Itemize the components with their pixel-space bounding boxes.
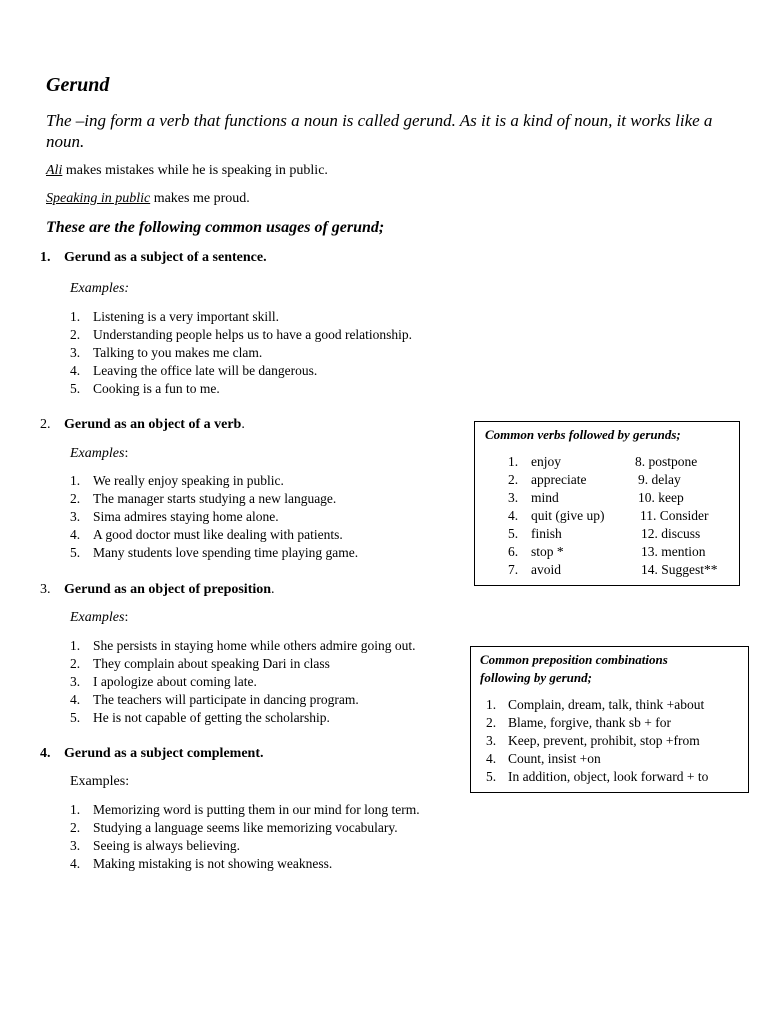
verbs-row-right: 13. mention	[641, 544, 706, 559]
verbs-row-num: 7.	[508, 562, 519, 577]
verbs-box	[474, 421, 740, 586]
section-1-number: 1.	[40, 250, 51, 265]
verbs-row-left: finish	[531, 526, 562, 541]
usages-heading: These are the following common usages of gerund;	[46, 219, 385, 236]
section-2-number: 2.	[40, 417, 51, 432]
prep-row-num: 3.	[486, 733, 497, 748]
example-1-underlined: Ali	[46, 163, 63, 178]
list-item: 3. Sima admires staying home alone.	[70, 509, 279, 524]
section-3-number: 3.	[40, 582, 51, 597]
list-item: 5. Cooking is a fun to me.	[70, 381, 220, 396]
list-item: 2. Studying a language seems like memorizing vocabulary.	[70, 820, 398, 835]
prepositions-box-title-line-1: Common preposition combinations	[480, 652, 668, 667]
list-item: 1. Memorizing word is putting them in our mind for long term.	[70, 802, 420, 817]
verbs-row-left: stop *	[531, 544, 564, 559]
section-4-title: Gerund as a subject complement.	[64, 746, 264, 761]
prep-row-num: 5.	[486, 769, 497, 784]
verbs-row-num: 3.	[508, 490, 519, 505]
example-2-underlined: Speaking in public	[46, 191, 151, 206]
section-2-examples-label: Examples:	[70, 446, 129, 461]
verbs-row-right: 9. delay	[638, 472, 681, 487]
list-item: 4. A good doctor must like dealing with patients.	[70, 527, 343, 542]
example-sentence-2	[46, 191, 250, 207]
verbs-row-left: enjoy	[531, 454, 561, 469]
verbs-row-right: 8. postpone	[635, 454, 698, 469]
list-item: 3. I apologize about coming late.	[70, 674, 257, 689]
verbs-row-left: appreciate	[531, 472, 587, 487]
prepositions-box	[470, 646, 749, 793]
verbs-box-title: Common verbs followed by gerunds;	[485, 427, 681, 442]
verbs-row-num: 2.	[508, 472, 519, 487]
section-2-example-list	[70, 472, 358, 562]
list-item: 1. She persists in staying home while others admire going out.	[70, 638, 416, 653]
prep-row-text: Keep, prevent, prohibit, stop +from	[508, 733, 700, 748]
list-item: 2. Understanding people helps us to have a good relationship.	[70, 327, 413, 342]
verbs-row-right: 14. Suggest**	[641, 562, 718, 577]
verbs-row-left: mind	[531, 490, 559, 505]
list-item: 1. We really enjoy speaking in public.	[70, 473, 284, 488]
verbs-row-num: 1.	[508, 454, 519, 469]
section-1-example-list	[70, 308, 412, 398]
prep-row-num: 2.	[486, 715, 497, 730]
verbs-row-num: 6.	[508, 544, 519, 559]
page-title: Gerund	[46, 74, 110, 96]
section-3-title: Gerund as an object of preposition	[64, 582, 272, 597]
section-3-examples-label: Examples:	[70, 610, 129, 625]
prep-row-text: In addition, object, look forward + to	[508, 769, 709, 784]
verbs-row-num: 4.	[508, 508, 519, 523]
intro-definition: The –ing form a verb that functions a noun is called gerund. As it is a kind of noun, it works like a noun.	[46, 111, 713, 151]
verbs-row-num: 5.	[508, 526, 519, 541]
list-item: 4. Leaving the office late will be dangerous.	[70, 363, 318, 378]
list-item: 5. He is not capable of getting the scholarship.	[70, 710, 330, 725]
verbs-row-right: 11. Consider	[640, 508, 709, 523]
section-4-examples-label: Examples:	[70, 774, 130, 789]
list-item: 3. Seeing is always believing.	[70, 838, 240, 853]
prep-row-num: 4.	[486, 751, 497, 766]
verbs-row-left: quit (give up)	[531, 508, 605, 523]
verbs-row-left: avoid	[531, 562, 561, 577]
section-1-examples-label: Examples:	[70, 281, 130, 296]
section-3-example-list	[70, 637, 415, 727]
list-item: 5. Many students love spending time playing game.	[70, 545, 359, 560]
section-2-title: Gerund as an object of a verb	[64, 417, 242, 432]
list-item: 3. Talking to you makes me clam.	[70, 345, 263, 360]
section-2-title-wrap: Gerund as an object of a verb.	[64, 417, 245, 432]
list-item: 4. Making mistaking is not showing weakness.	[70, 856, 333, 871]
prep-row-text: Count, insist +on	[508, 751, 601, 766]
example-sentence-1	[46, 163, 328, 179]
list-item: 2. They complain about speaking Dari in class	[70, 656, 330, 671]
section-1-title: Gerund as a subject of a sentence.	[64, 250, 267, 265]
section-4-number: 4.	[40, 746, 51, 761]
list-item: 1. Listening is a very important skill.	[70, 309, 279, 324]
verbs-row-right: 10. keep	[638, 490, 684, 505]
list-item: 2. The manager starts studying a new language.	[70, 491, 337, 506]
section-4-example-list	[70, 801, 420, 873]
prepositions-box-title-line-2: following by gerund;	[480, 670, 592, 685]
prep-row-text: Blame, forgive, thank sb + for	[508, 715, 671, 730]
list-item: 4. The teachers will participate in dancing program.	[70, 692, 359, 707]
verbs-row-right: 12. discuss	[641, 526, 701, 541]
prep-row-num: 1.	[486, 697, 497, 712]
example-2-rest: makes me proud.	[150, 191, 250, 206]
prep-row-text: Complain, dream, talk, think +about	[508, 697, 705, 712]
example-1-rest: makes mistakes while he is speaking in public.	[62, 163, 328, 178]
section-3-title-wrap: Gerund as an object of preposition.	[64, 582, 275, 597]
